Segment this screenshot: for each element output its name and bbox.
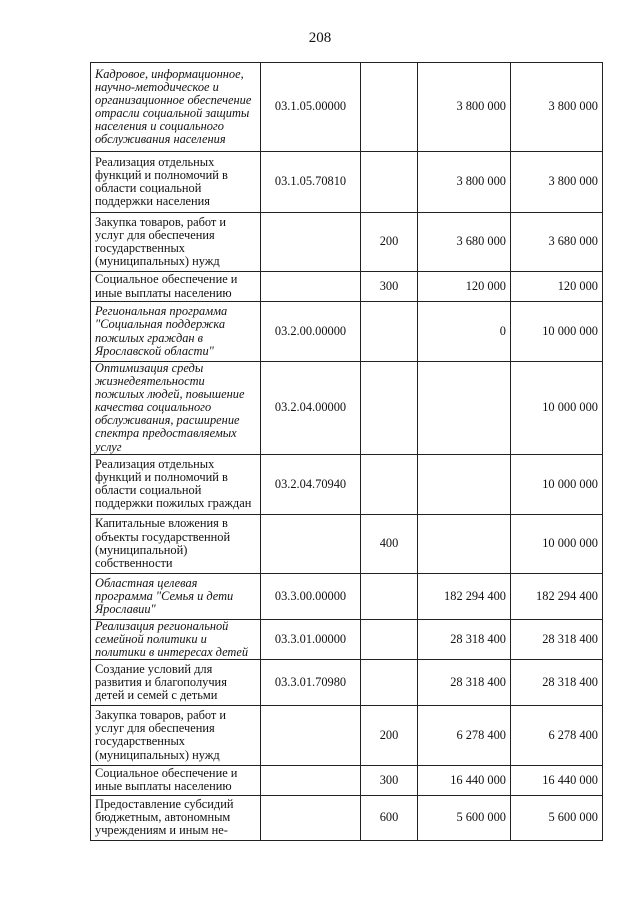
cell-amount-year2: 3 680 000 <box>511 213 603 272</box>
table-row <box>91 302 603 362</box>
cell-amount-year1: 0 <box>418 302 511 362</box>
table-row <box>91 213 603 272</box>
table-row <box>91 619 603 659</box>
cell-code <box>261 705 361 765</box>
cell-amount-year1: 3 680 000 <box>418 213 511 272</box>
cell-expense-type <box>361 362 418 455</box>
cell-expense-type: 300 <box>361 765 418 795</box>
page-number: 208 <box>308 30 332 46</box>
cell-amount-year2: 120 000 <box>511 272 603 302</box>
cell-code: 03.2.04.70940 <box>261 454 361 514</box>
cell-amount-year2: 28 318 400 <box>511 619 603 659</box>
table-row <box>91 454 603 514</box>
cell-amount-year1: 120 000 <box>418 272 511 302</box>
cell-expense-type: 200 <box>361 705 418 765</box>
cell-name: Реализация региональной семейной политики и политики в интересах детей <box>91 619 261 659</box>
cell-amount-year2: 10 000 000 <box>511 302 603 362</box>
cell-expense-type <box>361 659 418 705</box>
cell-code: 03.3.01.70980 <box>261 659 361 705</box>
cell-expense-type <box>361 454 418 514</box>
budget-table <box>90 62 603 841</box>
cell-name: Закупка товаров, работ и услуг для обеспечения государственных (муниципальных) нужд <box>91 705 261 765</box>
cell-amount-year2: 6 278 400 <box>511 705 603 765</box>
cell-amount-year2: 10 000 000 <box>511 514 603 573</box>
cell-name: Областная целевая программа "Семья и дети Ярославии" <box>91 573 261 619</box>
table-row <box>91 152 603 213</box>
cell-name: Закупка товаров, работ и услуг для обеспечения государственных (муниципальных) нужд <box>91 213 261 272</box>
cell-amount-year1: 3 800 000 <box>418 152 511 213</box>
table-row <box>91 705 603 765</box>
cell-name: Оптимизация среды жизнедеятельности пожилых людей, повышение качества социального обслуживания, расширение спектра предоставляемых услуг <box>91 362 261 455</box>
cell-name: Кадровое, информационное, научно-методическое и организационное обеспечение отрасли социальной защиты населения и социального обслуживания населения <box>91 63 261 152</box>
table-row <box>91 795 603 840</box>
table-row <box>91 514 603 573</box>
cell-expense-type <box>361 573 418 619</box>
table-row <box>91 659 603 705</box>
cell-expense-type <box>361 63 418 152</box>
cell-amount-year1: 6 278 400 <box>418 705 511 765</box>
cell-expense-type <box>361 152 418 213</box>
cell-amount-year2: 5 600 000 <box>511 795 603 840</box>
cell-code: 03.2.04.00000 <box>261 362 361 455</box>
cell-code <box>261 795 361 840</box>
cell-name: Социальное обеспечение и иные выплаты населению <box>91 765 261 795</box>
cell-expense-type: 200 <box>361 213 418 272</box>
cell-amount-year1: 3 800 000 <box>418 63 511 152</box>
cell-code: 03.3.01.00000 <box>261 619 361 659</box>
cell-code <box>261 272 361 302</box>
cell-code: 03.3.00.00000 <box>261 573 361 619</box>
budget-table-body <box>91 63 603 841</box>
cell-name: Предоставление субсидий бюджетным, автономным учреждениям и иным не- <box>91 795 261 840</box>
table-row <box>91 362 603 455</box>
table-row <box>91 573 603 619</box>
cell-amount-year2: 182 294 400 <box>511 573 603 619</box>
cell-amount-year1: 28 318 400 <box>418 659 511 705</box>
cell-amount-year2: 28 318 400 <box>511 659 603 705</box>
cell-amount-year2: 10 000 000 <box>511 362 603 455</box>
cell-expense-type: 600 <box>361 795 418 840</box>
cell-code <box>261 765 361 795</box>
cell-amount-year2: 10 000 000 <box>511 454 603 514</box>
cell-name: Капитальные вложения в объекты государственной (муниципальной) собственности <box>91 514 261 573</box>
cell-amount-year2: 16 440 000 <box>511 765 603 795</box>
cell-name: Реализация отдельных функций и полномочий в области социальной поддержки пожилых граждан <box>91 454 261 514</box>
cell-amount-year1 <box>418 514 511 573</box>
cell-amount-year2: 3 800 000 <box>511 152 603 213</box>
cell-expense-type: 400 <box>361 514 418 573</box>
cell-amount-year1 <box>418 362 511 455</box>
cell-code: 03.1.05.00000 <box>261 63 361 152</box>
cell-code: 03.2.00.00000 <box>261 302 361 362</box>
cell-expense-type: 300 <box>361 272 418 302</box>
cell-code: 03.1.05.70810 <box>261 152 361 213</box>
table-row <box>91 765 603 795</box>
cell-name: Социальное обеспечение и иные выплаты населению <box>91 272 261 302</box>
cell-amount-year1: 5 600 000 <box>418 795 511 840</box>
table-row <box>91 272 603 302</box>
cell-amount-year2: 3 800 000 <box>511 63 603 152</box>
cell-expense-type <box>361 619 418 659</box>
cell-code <box>261 213 361 272</box>
cell-code <box>261 514 361 573</box>
cell-amount-year1: 182 294 400 <box>418 573 511 619</box>
cell-name: Реализация отдельных функций и полномочий в области социальной поддержки населения <box>91 152 261 213</box>
cell-amount-year1: 28 318 400 <box>418 619 511 659</box>
cell-amount-year1: 16 440 000 <box>418 765 511 795</box>
cell-amount-year1 <box>418 454 511 514</box>
table-row <box>91 63 603 152</box>
cell-expense-type <box>361 302 418 362</box>
cell-name: Создание условий для развития и благополучия детей и семей с детьми <box>91 659 261 705</box>
cell-name: Региональная программа "Социальная поддержка пожилых граждан в Ярославской области" <box>91 302 261 362</box>
